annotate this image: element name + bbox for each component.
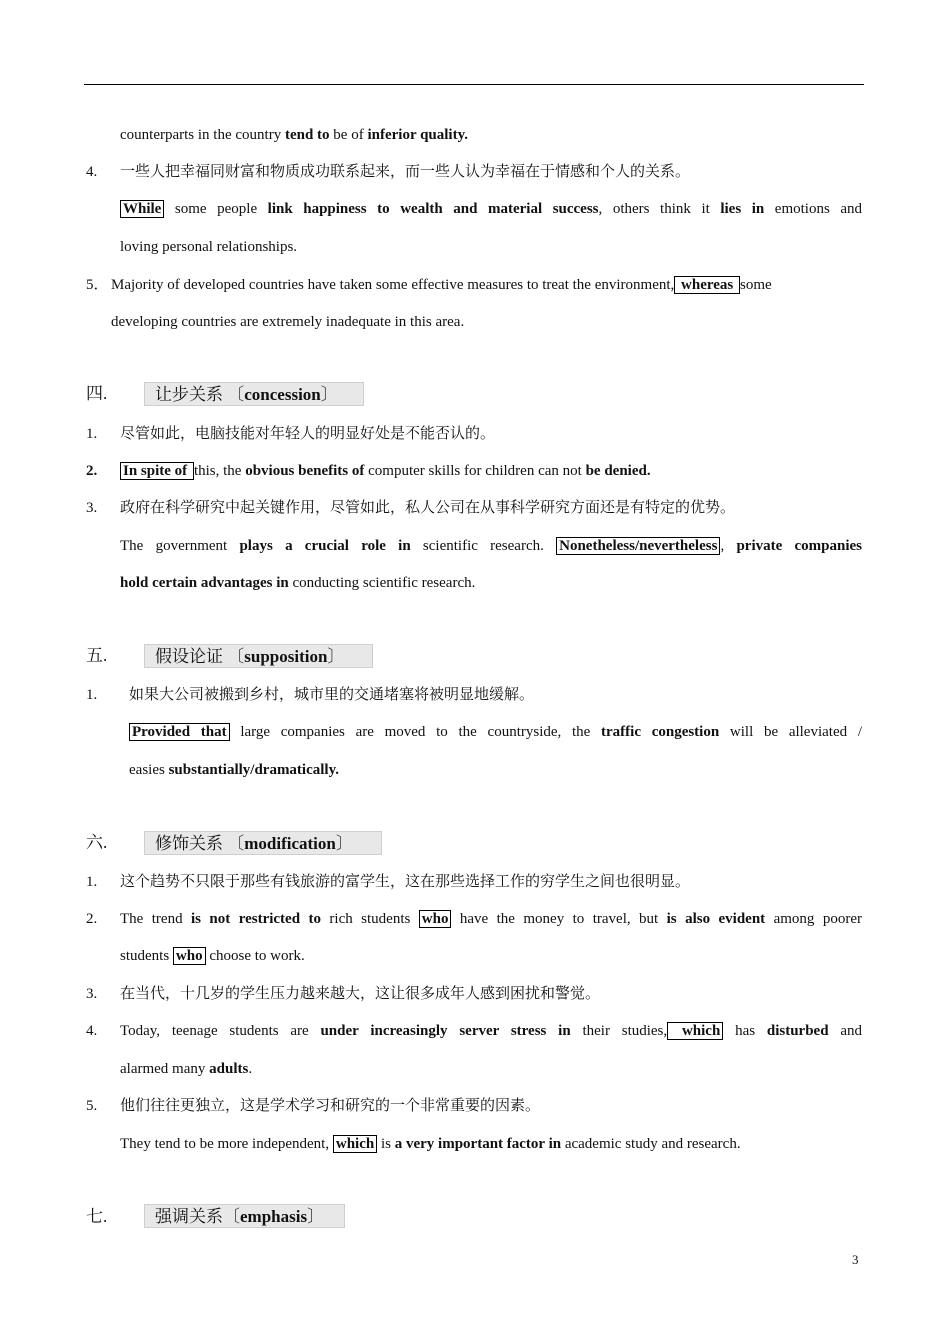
english-sentence: The government plays a crucial role in scientific research. Nonetheless/nevertheless , private companies: [120, 538, 863, 554]
header-rule: [84, 84, 864, 85]
item-number: 1.: [86, 687, 98, 703]
item-number: 1.: [86, 426, 98, 442]
english-sentence-line2: hold certain advantages in conducting scientific research.: [120, 575, 476, 591]
keyword-box: who: [419, 910, 452, 928]
item-number: 3.: [86, 986, 98, 1002]
english-sentence-line2: developing countries are extremely inadequate in this area.: [111, 314, 465, 330]
chinese-sentence: 他们往往更独立，这是学术学习和研究的一个非常重要的因素。: [120, 1098, 541, 1114]
keyword-box: While: [120, 200, 164, 218]
section-heading: 让步关系 〔concession〕: [144, 382, 364, 406]
item-number: 5.: [86, 1098, 98, 1114]
english-sentence: Provided that large companies are moved to the countryside, the traffic congestion will be alleviated /: [129, 722, 862, 742]
english-sentence: While some people link happiness to wealth and material success, others think it lies in emotions and: [120, 199, 862, 219]
item-number: 4.: [86, 1023, 98, 1039]
english-sentence-line2: alarmed many adults.: [120, 1061, 253, 1077]
english-sentence-line2: easies substantially/dramatically.: [129, 762, 340, 778]
english-sentence: They tend to be more independent, which is a very important factor in academic study and research.: [120, 1136, 741, 1152]
section-number: 六.: [86, 833, 108, 852]
english-sentence: Today, teenage students are under increasingly server stress in their studies, which has disturbed and: [120, 1023, 863, 1039]
english-sentence-line2: students who choose to work.: [120, 948, 305, 964]
item-number: 3.: [86, 500, 98, 516]
keyword-box: which: [333, 1135, 377, 1153]
keyword-box: Nonetheless/nevertheless: [556, 537, 720, 555]
keyword-box: which: [667, 1022, 723, 1040]
item-number: 4.: [86, 164, 98, 180]
keyword-box: who: [173, 947, 206, 965]
item-number: 2.: [86, 463, 98, 479]
item-number: 2.: [86, 911, 98, 927]
chinese-sentence: 这个趋势不只限于那些有钱旅游的富学生，这在那些选择工作的穷学生之间也很明显。: [120, 874, 691, 890]
english-sentence-line2: loving personal relationships.: [120, 239, 298, 255]
section-number: 七.: [86, 1207, 108, 1226]
english-sentence: Majority of developed countries have taken some effective measures to treat the environment, whereas some: [111, 277, 772, 293]
item-number: 1.: [86, 874, 98, 890]
keyword-box: In spite of: [120, 462, 194, 480]
keyword-box: Provided that: [129, 723, 230, 741]
section-number: 四.: [86, 384, 108, 403]
english-sentence: The trend is not restricted to rich students who have the money to travel, but is also evident among poorer: [120, 911, 862, 927]
chinese-sentence: 尽管如此，电脑技能对年轻人的明显好处是不能否认的。: [120, 426, 496, 442]
section-heading: 假设论证 〔supposition〕: [144, 644, 373, 668]
chinese-sentence: 一些人把幸福同财富和物质成功联系起来，而一些人认为幸福在于情感和个人的关系。: [120, 164, 691, 180]
chinese-sentence: 在当代，十几岁的学生压力越来越大，这让很多成年人感到困扰和警觉。: [120, 986, 601, 1002]
chinese-sentence: 如果大公司被搬到乡村，城市里的交通堵塞将被明显地缓解。: [129, 687, 535, 703]
item3-continuation: counterparts in the country tend to be of inferior quality.: [120, 127, 469, 143]
page-number: 3: [852, 1252, 859, 1267]
section-heading: 强调关系〔emphasis〕: [144, 1204, 345, 1228]
english-sentence: In spite of this, the obvious benefits of computer skills for children can not be denied.: [120, 461, 651, 481]
section-number: 五.: [86, 646, 108, 665]
chinese-sentence: 政府在科学研究中起关键作用，尽管如此，私人公司在从事科学研究方面还是有特定的优势。: [120, 500, 736, 516]
keyword-box: whereas: [674, 276, 740, 294]
section-heading: 修饰关系 〔modification〕: [144, 831, 382, 855]
item-number: 5．: [86, 277, 109, 293]
